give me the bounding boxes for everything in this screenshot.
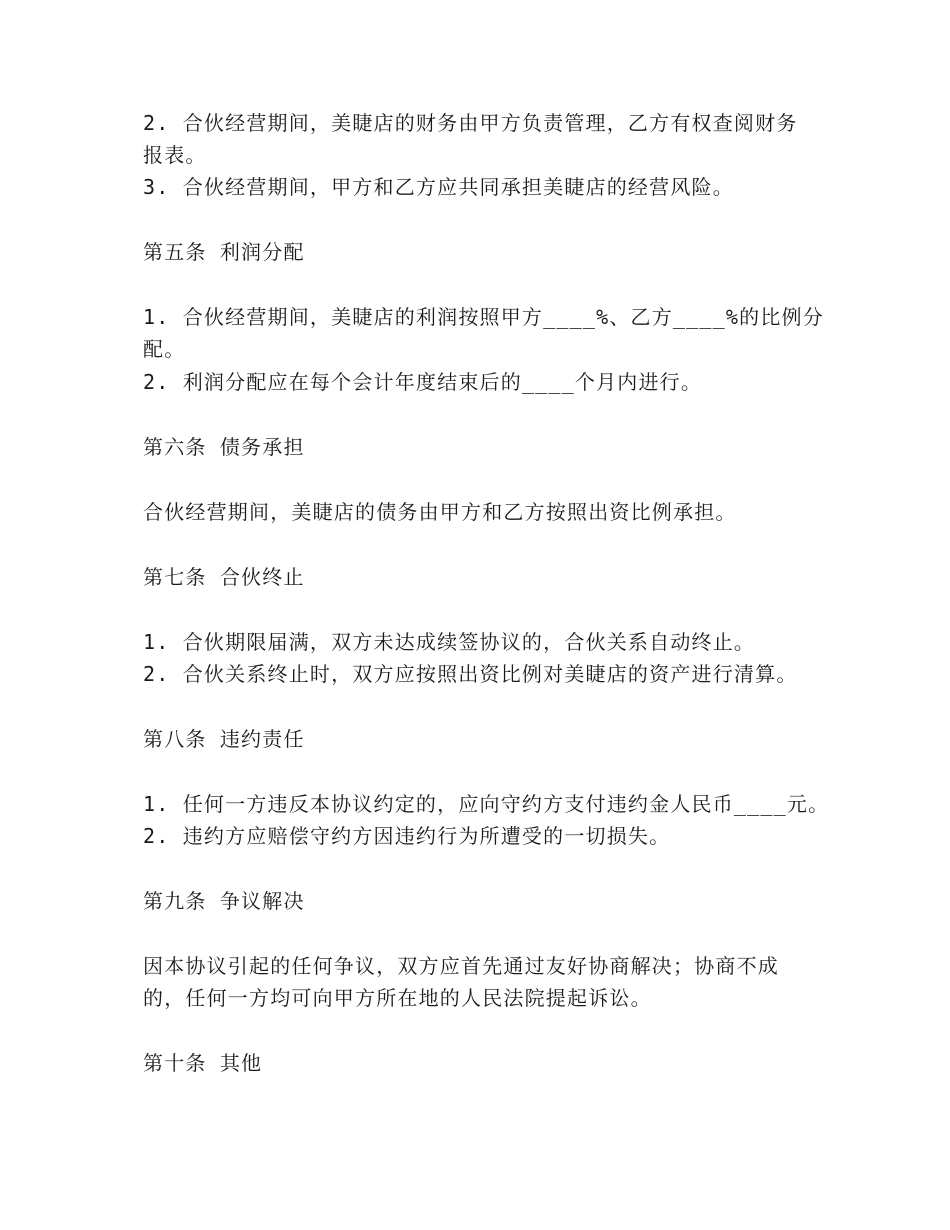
clause-8-item-2: 2. 违约方应赔偿守约方因违约行为所遭受的一切损失。 [143, 824, 671, 848]
clause-4-item-2-line-1: 2. 合伙经营期间，美睫店的财务由甲方负责管理，乙方有权查阅财务 [143, 111, 798, 135]
clause-10-heading: 第十条 其他 [143, 1051, 263, 1075]
clause-4-item-3: 3. 合伙经营期间，甲方和乙方应共同承担美睫店的经营风险。 [143, 175, 734, 199]
clause-8-heading: 第八条 违约责任 [143, 727, 305, 751]
clause-5-item-1-line-2: 配。 [143, 337, 186, 361]
clause-5-item-1-line-1: 1. 合伙经营期间，美睫店的利润按照甲方____%、乙方____%的比例分 [143, 305, 824, 329]
clause-7-heading: 第七条 合伙终止 [143, 565, 305, 589]
clause-4-item-2-line-2: 报表。 [143, 143, 207, 167]
clause-7-item-2: 2. 合伙关系终止时，双方应按照出资比例对美睫店的资产进行清算。 [143, 662, 798, 686]
clause-9-body-line-1: 因本协议引起的任何争议，双方应首先通过友好协商解决；协商不成 [143, 954, 779, 978]
clause-5-heading: 第五条 利润分配 [143, 240, 305, 264]
clause-6-body: 合伙经营期间，美睫店的债务由甲方和乙方按照出资比例承担。 [143, 500, 737, 524]
clause-5-item-2: 2. 利润分配应在每个会计年度结束后的____个月内进行。 [143, 370, 703, 394]
clause-9-body-line-2: 的，任何一方均可向甲方所在地的人民法院提起诉讼。 [143, 986, 652, 1010]
clause-6-heading: 第六条 债务承担 [143, 435, 305, 459]
clause-8-item-1: 1. 任何一方违反本协议约定的，应向守约方支付违约金人民币____元。 [143, 792, 830, 816]
clause-9-heading: 第九条 争议解决 [143, 889, 305, 913]
clause-7-item-1: 1. 合伙期限届满，双方未达成续签协议的，合伙关系自动终止。 [143, 630, 756, 654]
